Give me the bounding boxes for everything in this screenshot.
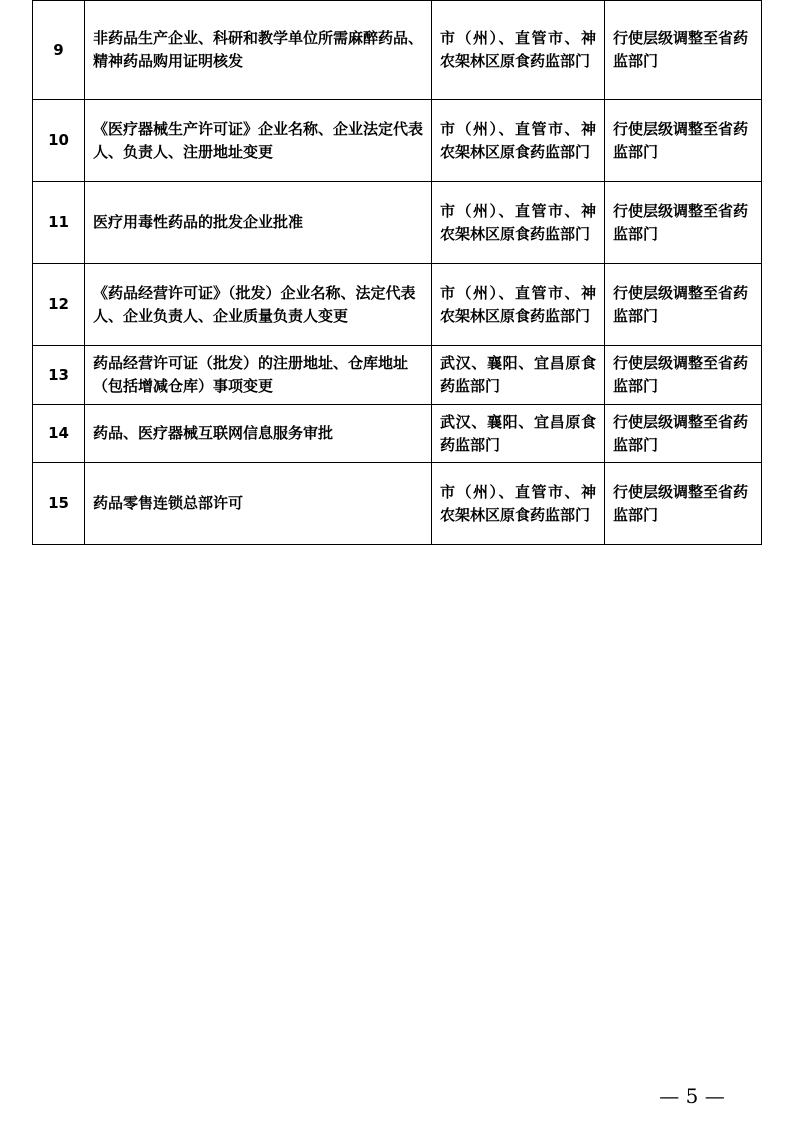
original-department: 市（州）、直管市、神农架林区原食药监部门 [432, 264, 605, 346]
item-name: 医疗用毒性药品的批发企业批准 [85, 182, 432, 264]
table-row [33, 346, 762, 405]
row-number: 13 [33, 346, 85, 405]
row-number: 10 [33, 100, 85, 182]
item-name: 非药品生产企业、科研和教学单位所需麻醉药品、精神药品购用证明核发 [85, 1, 432, 100]
row-number: 14 [33, 405, 85, 463]
adjustment-note: 行使层级调整至省药监部门 [605, 346, 762, 405]
page-number: — 5 — [659, 1084, 725, 1108]
original-department: 市（州）、直管市、神农架林区原食药监部门 [432, 182, 605, 264]
original-department: 市（州）、直管市、神农架林区原食药监部门 [432, 463, 605, 545]
item-name: 《药品经营许可证》（批发）企业名称、法定代表人、企业负责人、企业质量负责人变更 [85, 264, 432, 346]
table-row [33, 182, 762, 264]
adjustment-note: 行使层级调整至省药监部门 [605, 463, 762, 545]
item-name: 药品零售连锁总部许可 [85, 463, 432, 545]
item-name: 药品、医疗器械互联网信息服务审批 [85, 405, 432, 463]
table-row [33, 264, 762, 346]
row-number: 11 [33, 182, 85, 264]
original-department: 市（州）、直管市、神农架林区原食药监部门 [432, 1, 605, 100]
adjustment-note: 行使层级调整至省药监部门 [605, 182, 762, 264]
table-row [33, 405, 762, 463]
adjustment-note: 行使层级调整至省药监部门 [605, 405, 762, 463]
row-number: 15 [33, 463, 85, 545]
original-department: 武汉、襄阳、宜昌原食药监部门 [432, 346, 605, 405]
table-row [33, 100, 762, 182]
table-row [33, 463, 762, 545]
adjustment-note: 行使层级调整至省药监部门 [605, 264, 762, 346]
item-name: 药品经营许可证（批发）的注册地址、仓库地址（包括增减仓库）事项变更 [85, 346, 432, 405]
item-name: 《医疗器械生产许可证》企业名称、企业法定代表人、负责人、注册地址变更 [85, 100, 432, 182]
items-table [32, 0, 762, 545]
original-department: 市（州）、直管市、神农架林区原食药监部门 [432, 100, 605, 182]
table-row [33, 1, 762, 100]
row-number: 12 [33, 264, 85, 346]
row-number: 9 [33, 1, 85, 100]
adjustment-note: 行使层级调整至省药监部门 [605, 1, 762, 100]
adjustment-note: 行使层级调整至省药监部门 [605, 100, 762, 182]
original-department: 武汉、襄阳、宜昌原食药监部门 [432, 405, 605, 463]
